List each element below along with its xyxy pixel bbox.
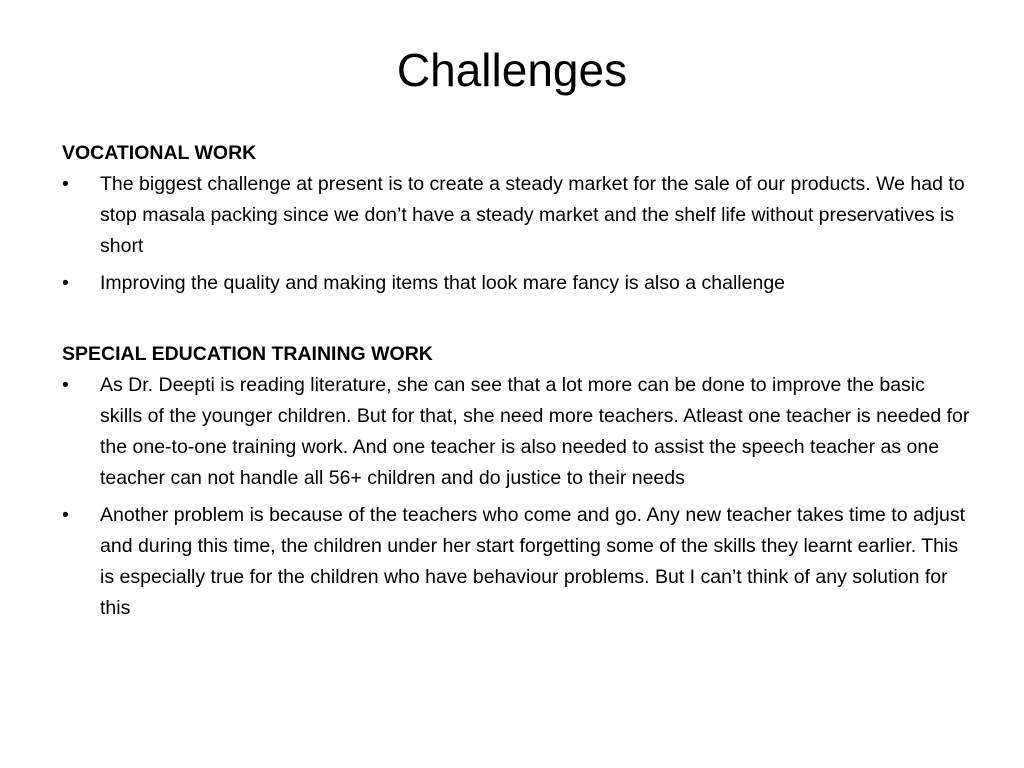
list-item [62, 169, 972, 262]
slide-body [62, 138, 972, 630]
bullet-icon: • [62, 173, 69, 195]
bullet-icon: • [62, 272, 69, 294]
slide-title: Challenges [396, 44, 628, 96]
section-heading: SPECIAL EDUCATION TRAINING WORK [62, 343, 433, 365]
bullet-icon: • [62, 374, 69, 396]
bullet-text: Improving the quality and making items that look mare fancy is also a challenge [100, 272, 786, 294]
section-spacer [62, 305, 972, 339]
bullet-list [62, 370, 972, 624]
bullet-text: As Dr. Deepti is reading literature, she can see that a lot more can be done to improve the basic skills of the younger children. But for that, she need more teachers. Atleast one teacher is needed for the one-to-one training work. And one teacher is also needed to assist the speech teacher as one teacher can not handle all 56+ children and do justice to their needs [100, 374, 970, 489]
bullet-text: Another problem is because of the teachers who come and go. Any new teacher takes time to adjust and during this time, the children under her start forgetting some of the skills they learnt earlier. This is especially true for the children who have behaviour problems. But I can’t think of any solution for this [100, 504, 965, 619]
list-item [62, 500, 972, 624]
section-special-education [62, 339, 972, 624]
list-item [62, 268, 972, 299]
section-vocational-work [62, 138, 972, 299]
bullet-list [62, 169, 972, 299]
bullet-text: The biggest challenge at present is to create a steady market for the sale of our products. We had to stop masala packing since we don’t have a steady market and the shelf life without preservatives is short [100, 173, 965, 257]
section-heading: VOCATIONAL WORK [62, 142, 257, 164]
bullet-icon: • [62, 504, 69, 526]
list-item [62, 370, 972, 494]
